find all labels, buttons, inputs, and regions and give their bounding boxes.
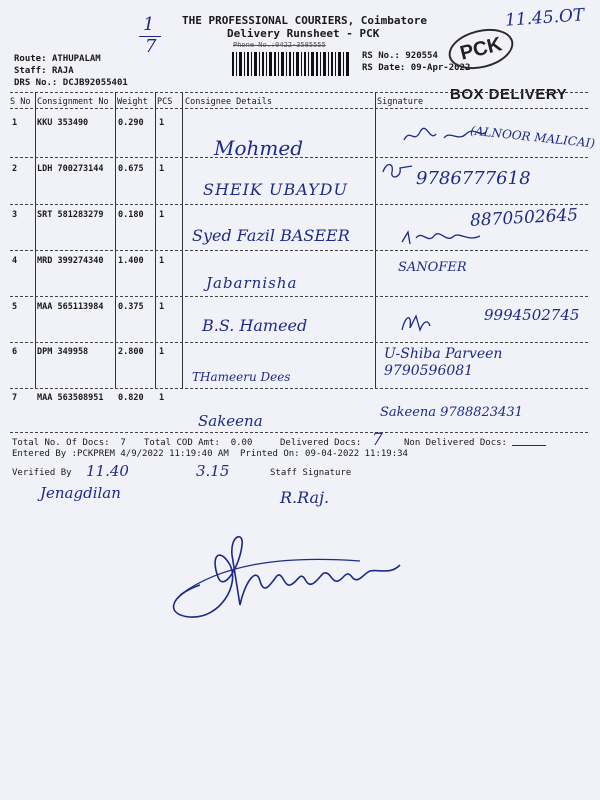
header-bottom-border [10,108,588,109]
row-consignee: Jabarnisha [206,274,298,292]
total-cod [144,438,252,448]
col-divider [375,92,376,388]
col-header-pcs: PCS [157,97,173,107]
row-pcs: 1 [159,164,165,174]
row-consignee: Syed Fazil BASEER [192,226,350,245]
route-value: ATHUPALAM [51,54,101,64]
printed-on: Printed On: 09-04-2022 11:19:34 [240,449,408,459]
row-divider [10,296,588,297]
row-sno: 5 [12,302,18,312]
col-divider [182,92,183,388]
col-divider [35,92,36,388]
staff-label: Staff: [14,66,47,76]
row-pcs: 1 [159,210,165,220]
drs-label: DRS No.: [14,78,58,88]
row-pcs: 1 [159,347,165,357]
row-consignment: DPM 349958 [37,347,89,357]
table-bottom-border [10,432,588,433]
row-signature: Sakeena 9788823431 [380,405,523,420]
row-signature: 9994502745 [484,306,580,324]
row-weight: 0.820 [118,393,144,403]
row-pcs: 1 [159,393,165,403]
delivered-docs-label: Delivered Docs: [280,438,362,448]
large-signature [160,525,410,625]
row-pcs: 1 [159,302,165,312]
col-header-signature: Signature [377,97,424,107]
rs-no-line [362,51,438,61]
runsheet-title: Delivery Runsheet - PCK [227,27,380,40]
row-signature: 9786777618 [416,168,531,189]
row-divider [10,204,588,205]
col-header-sno: S No [10,97,31,107]
entered-by: Entered By :PCKPREM 4/9/2022 11:19:40 AM [12,449,229,459]
row-divider [10,388,588,389]
col-header-consignee: Consignee Details [185,97,272,107]
row-consignee: B.S. Hameed [202,316,308,335]
row-consignment: LDH 700273144 [37,164,104,174]
row-divider [10,157,588,158]
total-docs-value: 7 [120,438,126,448]
row-weight: 2.800 [118,347,144,357]
handwritten-time-2: 3.15 [196,462,230,480]
route-line [14,54,101,64]
staff-signature-label: Staff Signature [270,468,352,478]
row-consignee: SHEIK UBAYDU [203,180,348,199]
col-header-consignment: Consignment No [37,97,109,107]
handwritten-staff-name: R.Raj. [280,488,330,507]
verified-by-label: Verified By [12,468,72,478]
handwritten-time: 11.45.OT [504,5,585,31]
row-pcs: 1 [159,118,165,128]
row-consignment: MAA 565113984 [37,302,104,312]
row-signature: SANOFER [398,260,467,275]
rs-date-value: 09-Apr-2022 [410,63,471,73]
staff-value: RAJA [51,66,74,76]
signature-scribble [400,124,490,146]
row-consignment: KKU 353490 [37,118,89,128]
row-sno: 7 [12,393,18,403]
row-divider [10,342,588,343]
phone-number: Phone No.:0422-3585555 [233,41,326,49]
row-consignee: Mohmed [214,136,304,160]
row-weight: 0.675 [118,164,144,174]
row-sno: 4 [12,256,18,266]
barcode-image [232,52,350,76]
company-name: THE PROFESSIONAL COURIERS, Coimbatore [182,14,428,27]
total-docs [12,438,126,448]
row-signature: U-Shiba Parveen 9790596081 [384,346,503,379]
row-weight: 1.400 [118,256,144,266]
total-cod-value: 0.00 [230,438,253,448]
route-label: Route: [14,54,47,64]
total-cod-label: Total COD Amt: [144,438,220,448]
row-weight: 0.180 [118,210,144,220]
table-top-border [10,92,588,93]
signature-scribble [398,228,488,248]
row-signature: (ALNOOR MALICAI) [469,123,596,151]
row-sno: 1 [12,118,18,128]
total-docs-label: Total No. Of Docs: [12,438,110,448]
delivered-docs-value: 7 [372,430,383,450]
handwritten-page-total: 7 [145,36,157,57]
row-consignment: SRT 581283279 [37,210,104,220]
handwritten-page-number: 1 [143,14,155,35]
col-header-weight: Weight [117,97,148,107]
col-divider [115,92,116,388]
row-consignee: THameeru Dees [192,370,291,384]
row-sno: 2 [12,164,18,174]
row-consignment: MAA 563508951 [37,393,104,403]
box-delivery-label: BOX DELIVERY [450,86,568,103]
row-sno: 3 [12,210,18,220]
rs-date-label: RS Date: [362,63,406,73]
row-consignment: MRD 399274340 [37,256,104,266]
row-weight: 0.375 [118,302,144,312]
non-delivered-docs-label: Non Delivered Docs: [404,438,507,448]
rs-no-label: RS No.: [362,51,400,61]
row-consignee: Sakeena [198,412,263,430]
drs-value: DCJB92055401 [62,78,128,88]
row-pcs: 1 [159,256,165,266]
signature-scribble [398,310,434,336]
drs-line [14,78,128,88]
row-divider [10,250,588,251]
row-weight: 0.290 [118,118,144,128]
row-sno: 6 [12,347,18,357]
signature-scribble [380,160,416,182]
col-divider [155,92,156,388]
staff-line [14,66,74,76]
handwritten-verifier-name: Jenagdilan [40,484,121,502]
handwritten-time-1: 11.40 [86,462,129,480]
row-signature: 8870502645 [469,205,579,231]
stamp-text: PCK [457,33,505,65]
rs-no-value: 920554 [405,51,438,61]
non-delivered-dash [512,445,546,446]
